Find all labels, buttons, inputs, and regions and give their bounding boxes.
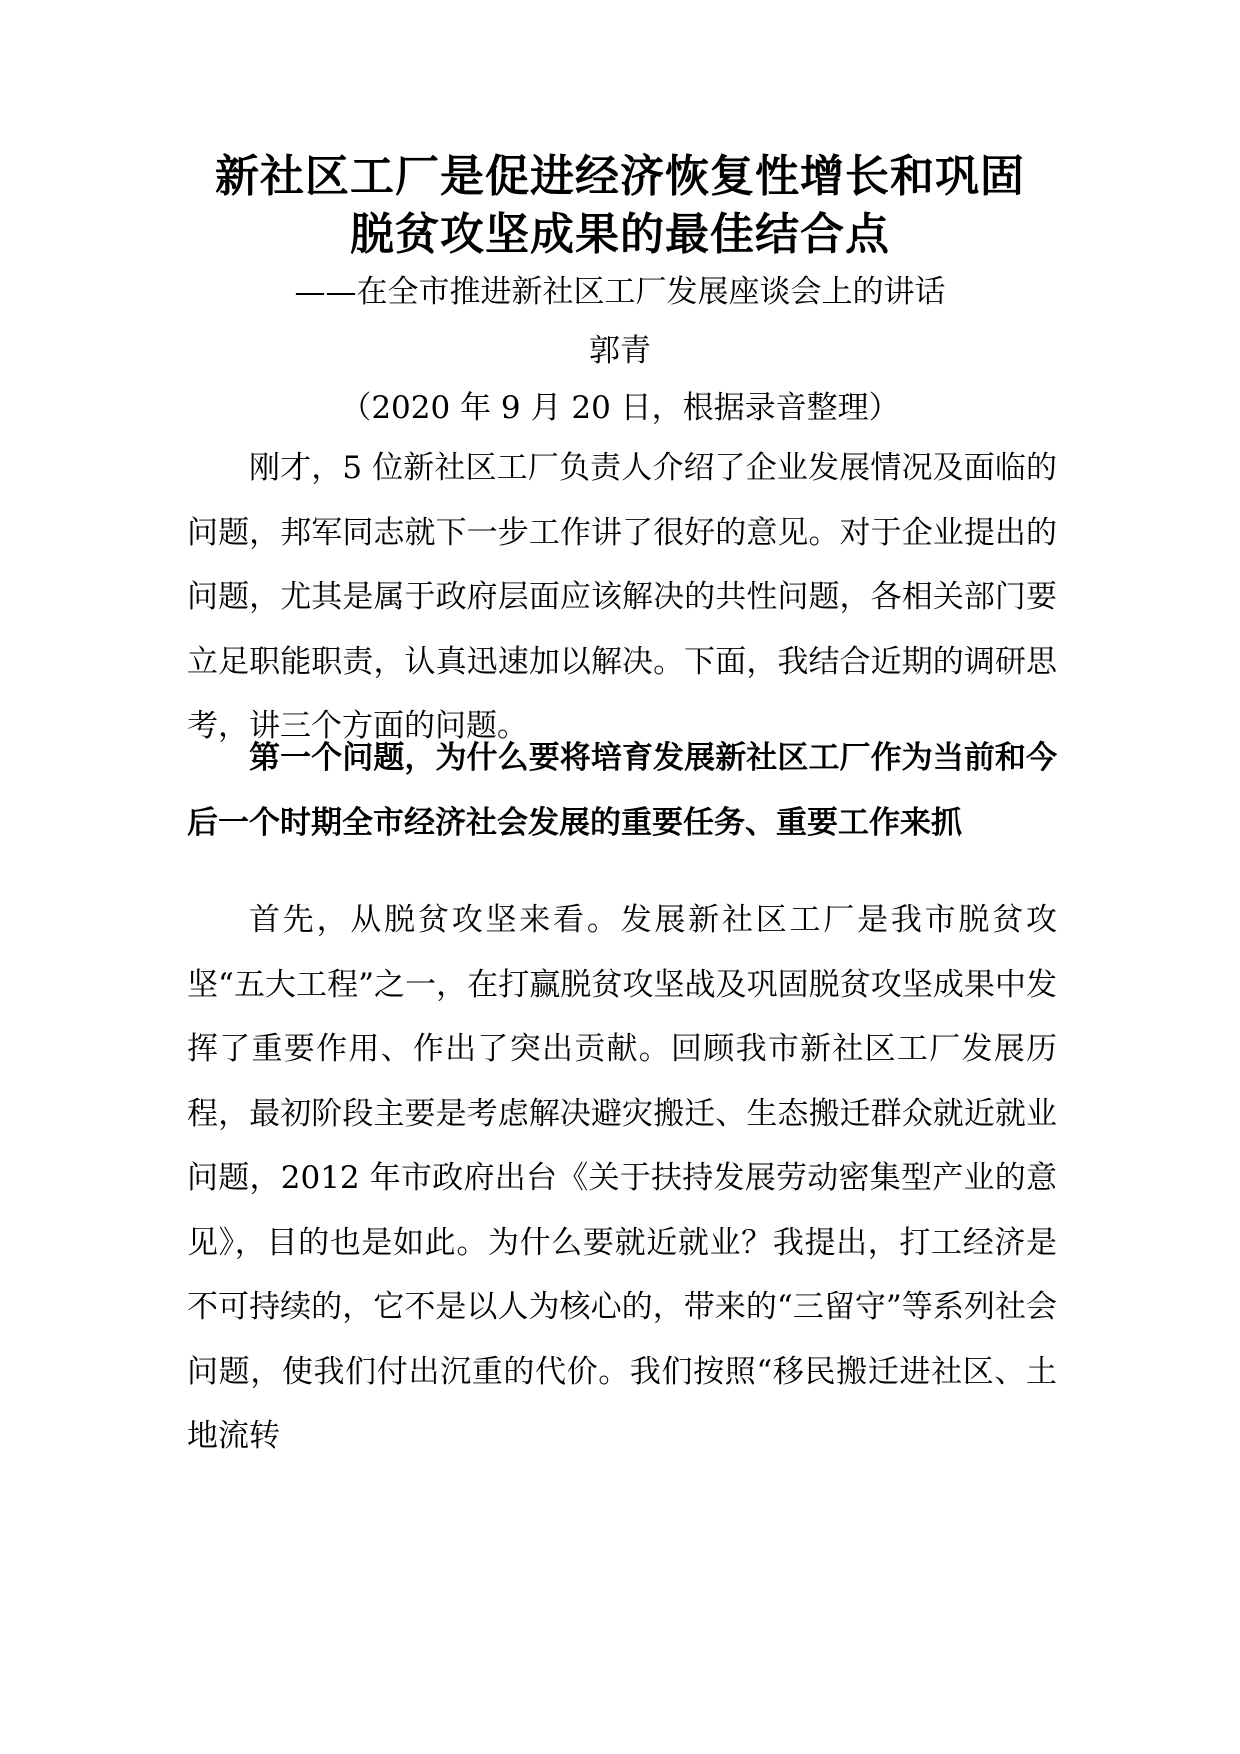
- body-paragraph-2: 首先，从脱贫攻坚来看。发展新社区工厂是我市脱贫攻坚“五大工程”之一，在打赢脱贫攻坚战及巩固脱贫攻坚成果中发挥了重要作用、作出了突出贡献。回顾我市新社区工厂发展历程，最初阶段主要是考虑解决避灾搬迁、生态搬迁群众就近就业问题，2012 年市政府出台《关于扶持发展劳动密集型产业的意见》，目的也是如此。为什么要就近就业？我提出，打工经济是不可持续的，它不是以人为核心的，带来的“三留守”等系列社会问题，使我们付出沉重的代价。我们按照“移民搬迁进社区、土地流转: [187, 902, 1057, 1454]
- document-date-note: （2020 年 9 月 20 日，根据录音整理）: [340, 390, 900, 426]
- document-subtitle: ——在全市推进新社区工厂发展座谈会上的讲话: [294, 274, 946, 310]
- body-paragraph-1: 刚才，5 位新社区工厂负责人介绍了企业发展情况及面临的问题，邦军同志就下一步工作讲了很好的意见。对于企业提出的问题，尤其是属于政府层面应该解决的共性问题，各相关部门要立足职能职责，认真迅速加以解决。下面，我结合近期的调研思考，讲三个方面的问题。: [187, 450, 1057, 744]
- document-author: 郭青: [589, 333, 651, 369]
- document-title-line-2: 脱贫攻坚成果的最佳结合点: [350, 209, 890, 260]
- section-heading-1: 第一个问题，为什么要将培育发展新社区工厂作为当前和今后一个时期全市经济社会发展的重要任务、重要工作来抓: [187, 740, 1057, 841]
- document-title-line-1: 新社区工厂是促进经济恢复性增长和巩固: [215, 151, 1025, 202]
